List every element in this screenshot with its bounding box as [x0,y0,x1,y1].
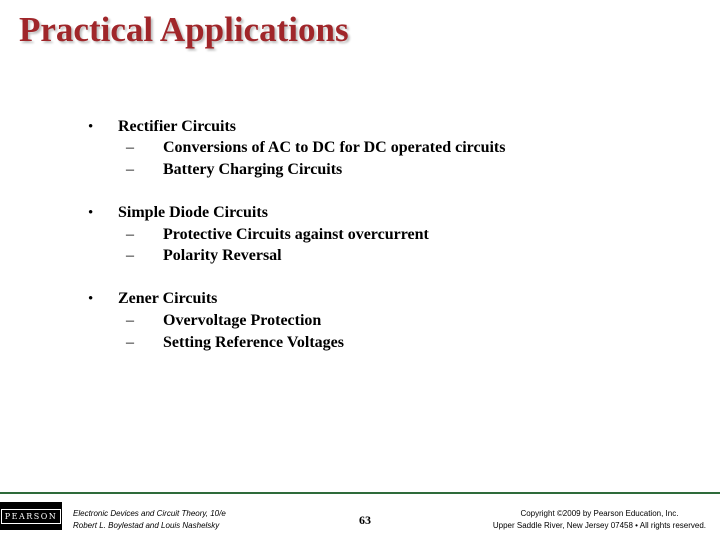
footer-divider [0,492,720,494]
bullet-label: Rectifier Circuits [118,118,237,135]
slide-title: Practical Applications [19,10,349,49]
sub-bullet-marker: – [126,226,134,243]
bullet-marker: • [88,205,94,221]
bullet-label: Zener Circuits [118,290,218,307]
copyright-line: Copyright ©2009 by Pearson Education, Inc. [520,509,679,518]
sub-bullet-item [0,226,720,248]
sub-bullet-item [0,247,720,269]
sub-bullet-item [0,139,720,161]
logo-text: PEARSON [1,509,62,524]
bullet-marker: • [88,291,94,307]
sub-bullet-label: Setting Reference Voltages [163,334,344,351]
publisher-address: Upper Saddle River, New Jersey 07458 • All rights reserved. [492,521,706,530]
page-number: 63 [359,513,371,527]
bullet-marker: • [88,119,94,135]
book-title: Electronic Devices and Circuit Theory, 10/e [73,509,226,518]
copyright-notice [493,508,706,532]
sub-bullet-marker: – [126,161,134,178]
sub-bullet-marker: – [126,139,134,156]
sub-bullet-label: Polarity Reversal [163,247,282,264]
sub-bullet-label: Protective Circuits against overcurrent [163,226,429,243]
sub-bullet-item [0,312,720,334]
sub-bullet-marker: – [126,247,134,264]
pearson-logo [0,502,62,530]
bullet-label: Simple Diode Circuits [118,204,268,221]
sub-bullet-item [0,334,720,356]
book-citation [73,508,226,532]
sub-bullet-marker: – [126,334,134,351]
sub-bullet-item [0,161,720,183]
sub-bullet-label: Conversions of AC to DC for DC operated circuits [163,139,506,156]
sub-bullet-label: Overvoltage Protection [163,312,322,329]
book-authors: Robert L. Boylestad and Louis Nashelsky [73,521,220,530]
sub-bullet-marker: – [126,312,134,329]
sub-bullet-label: Battery Charging Circuits [163,161,343,178]
